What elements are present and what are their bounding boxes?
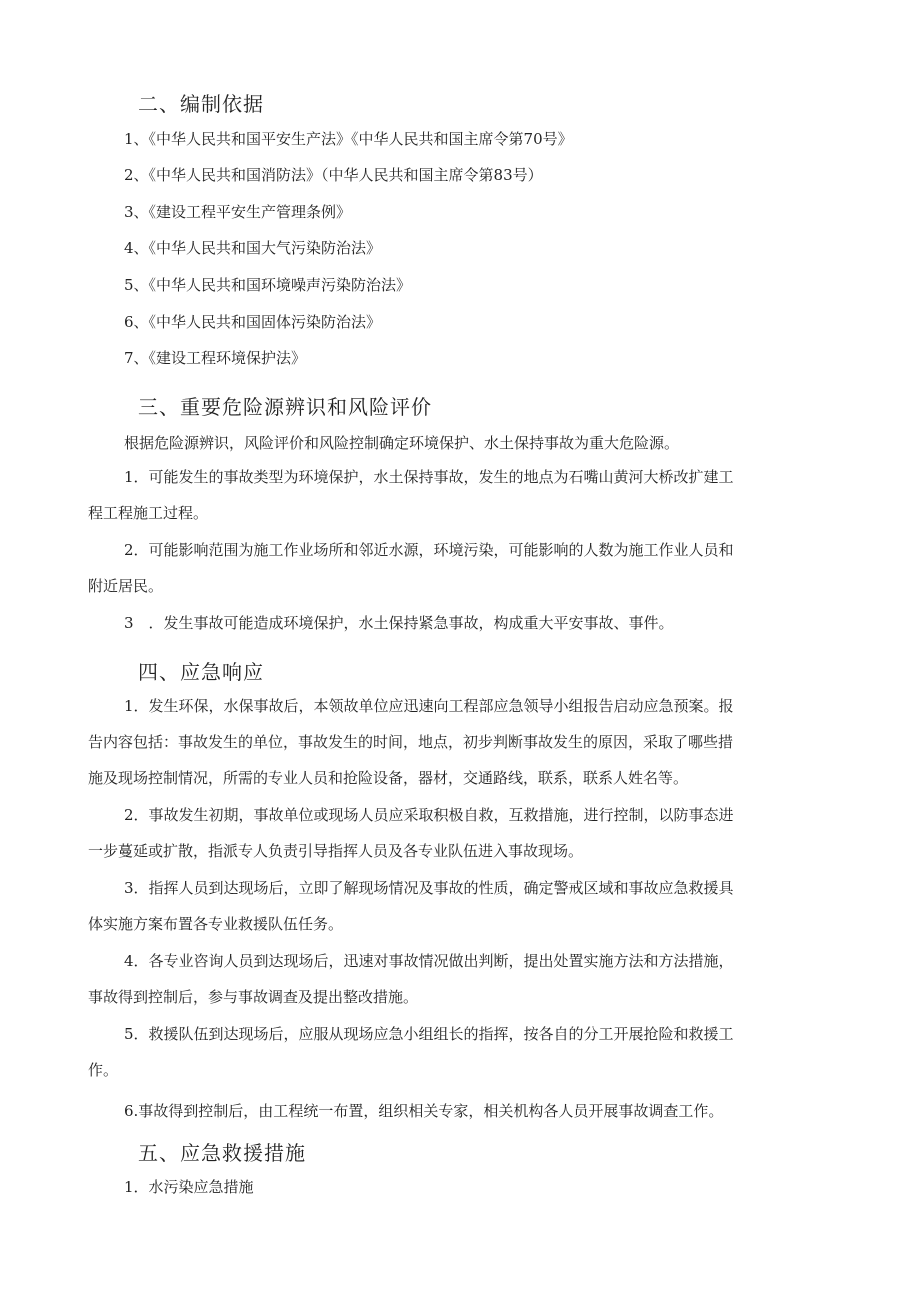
hazard-paragraph-1 <box>88 459 828 531</box>
section-2-heading: 二、编制依据 <box>138 92 264 116</box>
section-5-heading: 五、应急救援措施 <box>138 1141 306 1165</box>
paragraph-line: 体实施方案布置各专业救援队伍任务。 <box>88 915 344 933</box>
basis-item-6: 6、《中华人民共和国固体污染防治法》 <box>124 313 382 331</box>
paragraph-line: 3 ．发生事故可能造成环境保护，水土保持紧急事故，构成重大平安事故、事件。 <box>124 614 674 632</box>
paragraph-line: 作。 <box>88 1061 119 1079</box>
paragraph-line: 附近居民。 <box>88 577 164 595</box>
basis-item-4: 4、《中华人民共和国大气污染防治法》 <box>124 239 382 257</box>
paragraph-line: 1．发生环保，水保事故后，本领故单位应迅速向工程部应急领导小组报告启动应急预案。报 <box>124 697 734 715</box>
hazard-paragraph-3 <box>88 605 828 641</box>
response-paragraph-3 <box>88 870 828 942</box>
paragraph-line: 一步蔓延或扩散，指派专人负责引导指挥人员及各专业队伍进入事故现场。 <box>88 842 584 860</box>
section-3-intro: 根据危险源辨识，风险评价和风险控制确定环境保护、水土保持事故为重大危险源。 <box>124 434 680 452</box>
basis-item-1: 1、《中华人民共和国平安生产法》《中华人民共和国主席令第70号》 <box>124 130 573 148</box>
response-paragraph-4 <box>88 943 828 1015</box>
paragraph-line: 程工程施工过程。 <box>88 504 209 522</box>
paragraph-line: 事故得到控制后，参与事故调查及提出整改措施。 <box>88 988 419 1006</box>
basis-item-7: 7、《建设工程环境保护法》 <box>124 349 307 367</box>
basis-item-5: 5、《中华人民共和国环境噪声污染防治法》 <box>124 276 412 294</box>
paragraph-line: 告内容包括：事故发生的单位，事故发生的时间，地点，初步判断事故发生的原因，采取了哪些措 <box>88 733 734 751</box>
paragraph-line: 2．可能影响范围为施工作业场所和邻近水源，环境污染，可能影响的人数为施工作业人员和 <box>124 541 734 559</box>
rescue-measure-1: 1．水污染应急措施 <box>124 1178 254 1196</box>
paragraph-line: 施及现场控制情况，所需的专业人员和抢险设备，器材，交通路线，联系，联系人姓名等。 <box>88 769 689 787</box>
paragraph-line: 3．指挥人员到达现场后，立即了解现场情况及事故的性质，确定警戒区域和事故应急救援具 <box>124 879 734 897</box>
paragraph-line: 1．可能发生的事故类型为环境保护，水土保持事故，发生的地点为石嘴山黄河大桥改扩建工 <box>124 468 734 486</box>
basis-item-3: 3、《建设工程平安生产管理条例》 <box>124 203 352 221</box>
response-paragraph-5 <box>88 1016 828 1088</box>
section-4-heading: 四、应急响应 <box>138 660 264 684</box>
basis-item-2: 2、《中华人民共和国消防法》（中华人民共和国主席令第83号） <box>124 166 543 184</box>
paragraph-line: 2．事故发生初期，事故单位或现场人员应采取积极自救，互救措施，进行控制，以防事态进 <box>124 806 734 824</box>
response-paragraph-6: 6.事故得到控制后，由工程统一布置，组织相关专家，相关机构各人员开展事故调查工作。 <box>124 1102 724 1120</box>
paragraph-line: 5．救援队伍到达现场后，应服从现场应急小组组长的指挥，按各自的分工开展抢险和救援工 <box>124 1025 734 1043</box>
response-paragraph-1 <box>88 688 828 796</box>
section-3-heading: 三、重要危险源辨识和风险评价 <box>138 395 432 419</box>
response-paragraph-2 <box>88 797 828 869</box>
hazard-paragraph-2 <box>88 532 828 604</box>
paragraph-line: 4．各专业咨询人员到达现场后，迅速对事故情况做出判断，提出处置实施方法和方法措施， <box>124 952 734 970</box>
